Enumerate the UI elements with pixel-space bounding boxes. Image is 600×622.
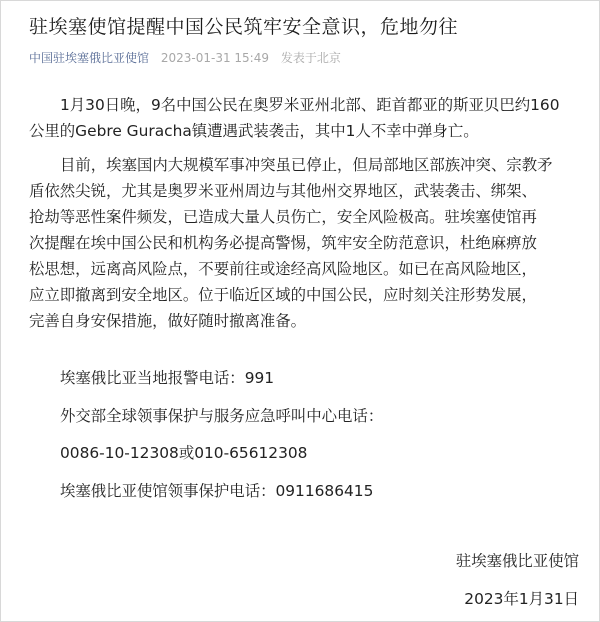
text-line: 松思想，远离高风险点，不要前往或途经高风险地区。如已在高风险地区， [29,260,537,278]
text-line: 完善自身安保措施，做好随时撤离准备。 [29,312,307,330]
publish-location: 发表于北京 [280,51,341,65]
text-line: 次提醒在埃中国公民和机构务必提高警惕，筑牢安全防范意识，杜绝麻痹放 [29,234,537,252]
text-line: 抢劫等恶性案件频发，已造成大量人员伤亡，安全风险极高。驻埃塞使馆再 [29,208,537,226]
author-link[interactable]: 中国驻埃塞俄比亚使馆 [29,51,150,65]
text-line: 目前，埃塞国内大规模军事冲突虽已停止，但局部地区部族冲突、宗教矛 [60,156,553,174]
paragraph-warning [29,152,577,334]
signature-org: 驻埃塞俄比亚使馆 [455,552,579,570]
text-line: 盾依然尖锐，尤其是奥罗米亚州周边与其他州交界地区，武装袭击、绑架、 [29,182,537,200]
contact-police: 埃塞俄比亚当地报警电话：991 [60,369,275,387]
contact-mfa-label: 外交部全球领事保护与服务应急呼叫中心电话： [60,407,384,425]
signature-date: 2023年1月31日 [464,590,579,608]
text-line: 公里的Gebre Guracha镇遭遇武装袭击，其中1人不幸中弹身亡。 [29,122,479,140]
paragraph-incident [29,92,577,144]
article-title: 驻埃塞使馆提醒中国公民筑牢安全意识，危地勿往 [29,16,459,38]
text-line: 应立即撤离到安全地区。位于临近区域的中国公民，应时刻关注形势发展， [29,286,537,304]
contact-mfa-numbers: 0086-10-12308或010-65612308 [60,444,308,462]
publish-date: 2023-01-31 15:49 [160,51,269,65]
text-line: 1月30日晚，9名中国公民在奥罗米亚州北部、距首都亚的斯亚贝巴约160 [60,96,560,114]
article-meta [29,50,341,66]
contact-embassy: 埃塞俄比亚使馆领事保护电话：0911686415 [60,482,374,500]
